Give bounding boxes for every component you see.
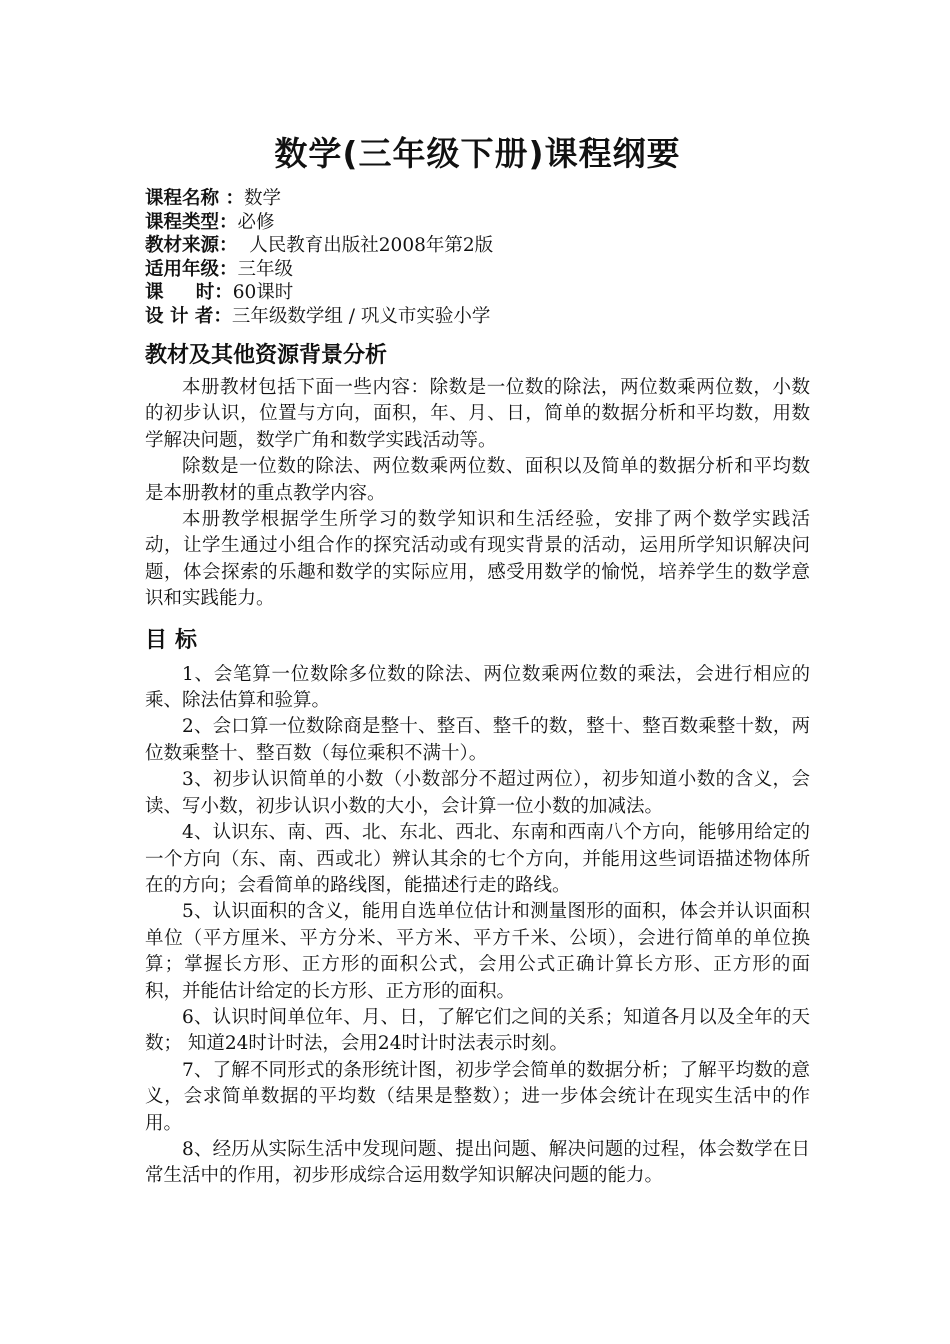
background-section xyxy=(145,375,810,613)
meta-value: 数学 xyxy=(243,188,281,209)
goal-item: 6、认识时间单位年、月、日，了解它们之间的关系；知道各月以及全年的天数； 知道24时计时法，会用24时计时法表示时刻。 xyxy=(145,1006,810,1055)
meta-value: 三年级数学组 / 巩义市实验小学 xyxy=(231,305,491,327)
goal-item: 7、了解不同形式的条形统计图，初步学会简单的数据分析；了解平均数的意义，会求简单数据的平均数（结果是整数）；进一步体会统计在现实生活中的作用。 xyxy=(145,1059,810,1134)
meta-label: 设 计 者： xyxy=(145,305,232,327)
goal-item: 5、认识面积的含义，能用自选单位估计和测量图形的面积，体会并认识面积单位（平方厘米、平方分米、平方米、平方千米、公顷），会进行简单的单位换算；掌握长方形、正方形的面积公式，会用公式正确计算长方形、正方形的面积，并能估计给定的长方形、正方形的面积。 xyxy=(145,901,810,1002)
goal-item: 2、会口算一位数除商是整十、整百、整千的数，整十、整百数乘整十数，两位数乘整十、整百数（每位乘积不满十）。 xyxy=(145,716,810,764)
meta-label: 课 时： xyxy=(145,282,233,303)
document-content xyxy=(145,128,810,1190)
meta-value: 三年级 xyxy=(237,258,294,280)
meta-value: 人民教育出版社2008年第2版 xyxy=(237,235,494,256)
background-paragraph: 除数是一位数的除法、两位数乘两位数、面积以及简单的数据分析和平均数是本册教材的重点教学内容。 xyxy=(145,456,810,504)
goals-section xyxy=(145,662,810,1190)
meta-value: 60课时 xyxy=(232,282,294,303)
meta-course-type xyxy=(145,211,810,235)
meta-label: 课程名称 ： xyxy=(145,188,244,209)
background-paragraph: 本册教学根据学生所学习的数学知识和生活经验，安排了两个数学实践活动，让学生通过小组合作的探究活动或有现实背景的活动，运用所学知识解决问题，体会探索的乐趣和数学的实际应用，感受用数学的愉悦，培养学生的数学意识和实践能力。 xyxy=(145,509,810,610)
background-paragraph: 本册教材包括下面一些内容：除数是一位数的除法，两位数乘两位数，小数的初步认识，位置与方向，面积，年、月、日，简单的数据分析和平均数，用数学解决问题，数学广角和数学实践活动等。 xyxy=(145,377,810,451)
course-meta xyxy=(145,187,810,328)
meta-grade xyxy=(145,258,810,282)
meta-label: 适用年级： xyxy=(145,258,238,280)
meta-class-hours xyxy=(145,281,810,305)
background-heading: 教材及其他资源背景分析 xyxy=(145,343,388,368)
goal-item: 8、经历从实际生活中发现问题、提出问题、解决问题的过程，体会数学在日常生活中的作用，初步形成综合运用数学知识解决问题的能力。 xyxy=(145,1138,810,1187)
meta-textbook-source xyxy=(145,234,810,258)
goal-item: 3、初步认识简单的小数（小数部分不超过两位），初步知道小数的含义，会读、写小数，初步认识小数的大小，会计算一位小数的加减法。 xyxy=(145,769,810,817)
goals-heading: 目标 xyxy=(145,627,206,653)
meta-course-name xyxy=(145,187,810,211)
meta-designer xyxy=(145,305,810,329)
goal-item: 4、认识东、南、西、北、东北、西北、东南和西南八个方向，能够用给定的一个方向（东、南、西或北）辨认其余的七个方向，并能用这些词语描述物体所在的方向；会看简单的路线图，能描述行走的路线。 xyxy=(145,822,810,896)
meta-label: 教材来源： xyxy=(145,235,238,256)
meta-value: 必修 xyxy=(237,211,275,233)
goal-item: 1、会笔算一位数除多位数的除法、两位数乘两位数的乘法，会进行相应的乘、除法估算和验算。 xyxy=(145,663,810,712)
document-title: 数学(三年级下册)课程纲要 xyxy=(274,134,681,173)
meta-label: 课程类型： xyxy=(145,211,238,233)
